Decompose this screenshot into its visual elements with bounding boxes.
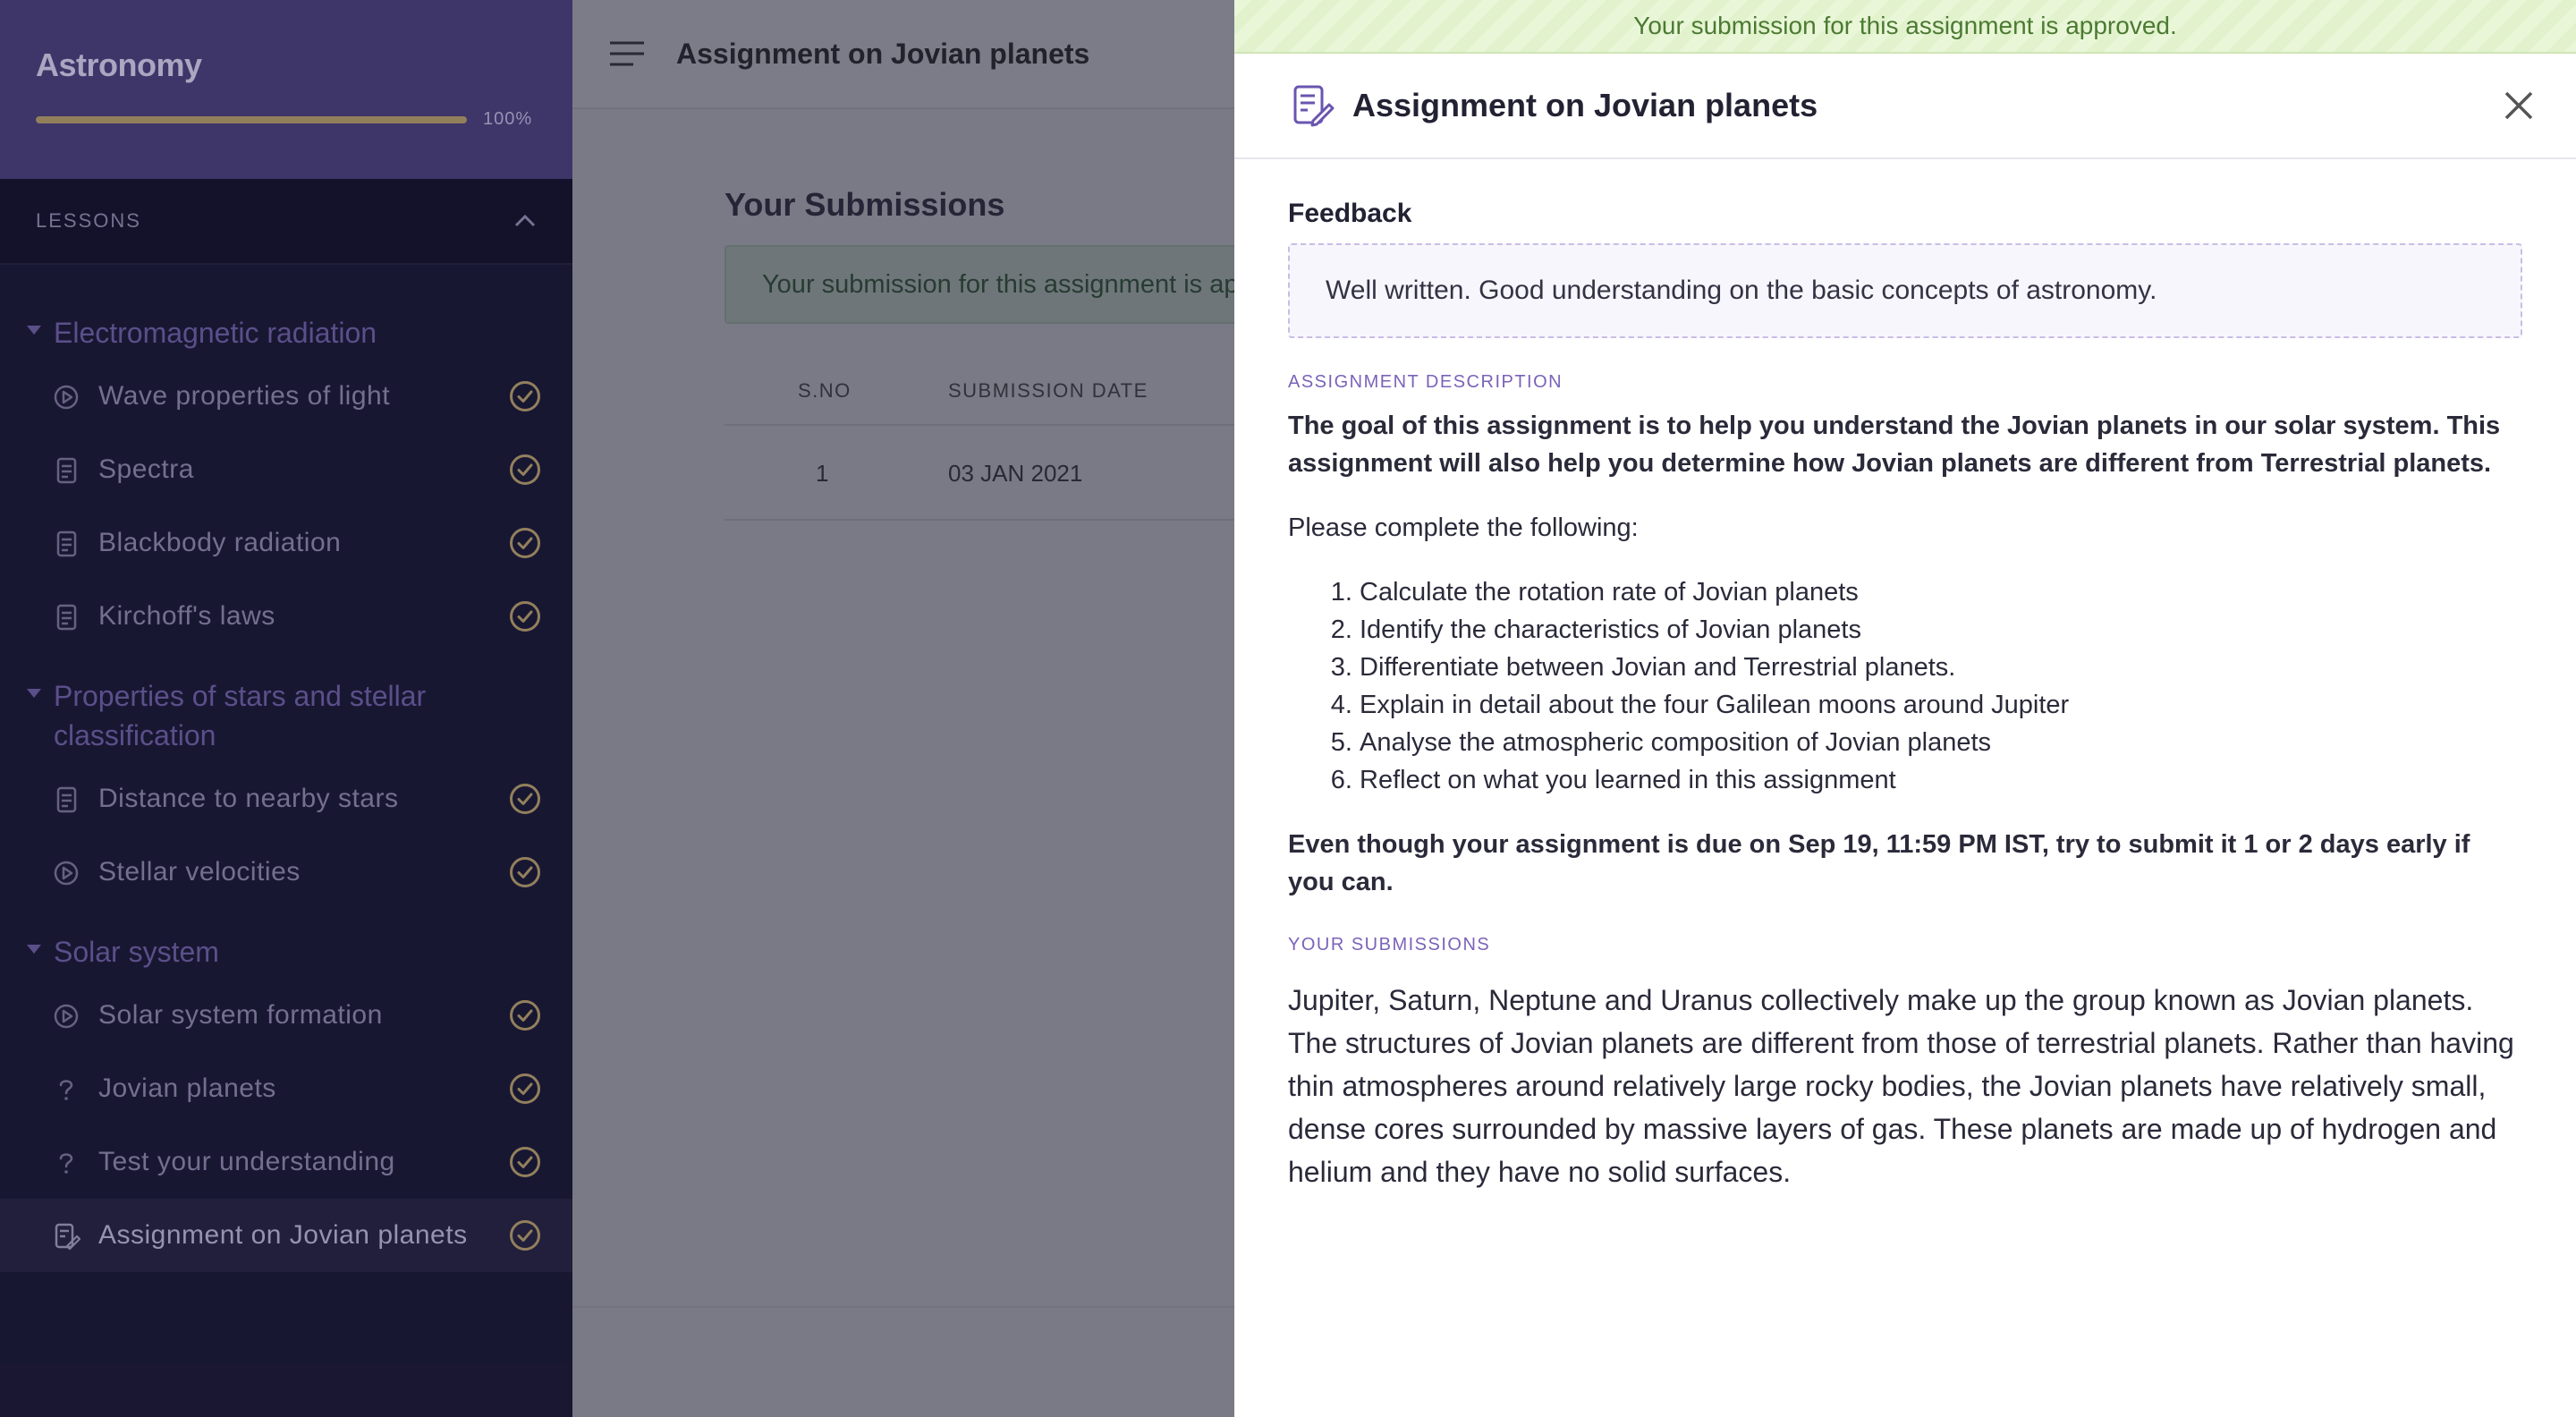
- sidebar-lesson-item[interactable]: [0, 1199, 572, 1272]
- sidebar-lesson-item[interactable]: [0, 836, 572, 909]
- document-icon: [52, 530, 80, 558]
- document-icon: [52, 603, 80, 632]
- document-icon: [52, 785, 80, 814]
- section-header[interactable]: [0, 909, 572, 979]
- lesson-label: Jovian planets: [98, 1073, 276, 1103]
- lesson-label: Distance to nearby stars: [98, 784, 399, 813]
- caret-down-icon: [27, 689, 41, 698]
- assignment-task-item: 1. Calculate the rotation rate of Jovian planets: [1360, 573, 2522, 611]
- question-icon: [52, 1149, 80, 1177]
- section-title: Electromagnetic radiation: [54, 317, 377, 349]
- sidebar-lesson-item[interactable]: [0, 979, 572, 1052]
- course-title: Astronomy: [36, 47, 202, 83]
- sidebar-lesson-item[interactable]: [0, 1052, 572, 1125]
- course-progress-label: 100%: [483, 109, 533, 129]
- play-circle-icon: [52, 859, 80, 887]
- check-circle-icon: [508, 855, 542, 889]
- check-circle-icon: [508, 379, 542, 413]
- check-circle-icon: [508, 599, 542, 633]
- assignment-task-item: 5. Analyse the atmospheric composition of Jovian planets: [1360, 724, 2522, 761]
- assignment-icon: [52, 1222, 80, 1251]
- assignment-drawer: [1234, 0, 2576, 1417]
- assignment-description-lead: The goal of this assignment is to help you understand the Jovian planets in our solar system. This assignment will also help you determine how Jovian planets are different from Terrestrial planets.: [1288, 412, 2501, 478]
- sidebar-lesson-item[interactable]: [0, 433, 572, 506]
- sidebar-lesson-item[interactable]: [0, 506, 572, 580]
- question-icon: [52, 1075, 80, 1104]
- feedback-box: Well written. Good understanding on the basic concepts of astronomy.: [1288, 243, 2522, 338]
- approval-banner: Your submission for this assignment is approved.: [1234, 0, 2576, 54]
- sidebar: [0, 0, 572, 1417]
- document-icon: [52, 456, 80, 485]
- caret-down-icon: [27, 326, 41, 335]
- check-circle-icon: [508, 782, 542, 816]
- sidebar-lesson-item[interactable]: [0, 762, 572, 836]
- feedback-label: Feedback: [1288, 199, 1412, 228]
- check-circle-icon: [508, 453, 542, 487]
- section-title: Properties of stars and stellar classification: [54, 680, 427, 751]
- check-circle-icon: [508, 1145, 542, 1179]
- caret-down-icon: [27, 945, 41, 954]
- lessons-label: LESSONS: [36, 209, 141, 232]
- sidebar-lesson-item[interactable]: [0, 580, 572, 653]
- assignment-description-caption: ASSIGNMENT DESCRIPTION: [1288, 372, 1563, 392]
- lesson-label: Wave properties of light: [98, 381, 391, 411]
- play-circle-icon: [52, 383, 80, 412]
- close-icon[interactable]: [2501, 88, 2537, 123]
- your-submissions-caption: YOUR SUBMISSIONS: [1288, 935, 1491, 955]
- lesson-label: Assignment on Jovian planets: [98, 1220, 468, 1250]
- assignment-task-item: 2. Identify the characteristics of Jovian planets: [1360, 611, 2522, 649]
- assignment-description-prompt: Please complete the following:: [1288, 513, 1639, 542]
- lessons-header[interactable]: [0, 179, 572, 265]
- section-header[interactable]: [0, 653, 572, 762]
- check-circle-icon: [508, 526, 542, 560]
- assignment-icon: [1290, 83, 1335, 128]
- lesson-label: Solar system formation: [98, 1000, 383, 1030]
- assignment-task-list: [1288, 573, 2522, 799]
- drawer-title: Assignment on Jovian planets: [1352, 87, 1818, 123]
- course-header: [0, 0, 572, 179]
- lesson-list: [0, 265, 572, 1272]
- lesson-label: Test your understanding: [98, 1147, 395, 1176]
- check-circle-icon: [508, 1072, 542, 1106]
- assignment-task-item: 3. Differentiate between Jovian and Terrestrial planets.: [1360, 649, 2522, 686]
- section-header[interactable]: [0, 290, 572, 360]
- lesson-label: Spectra: [98, 454, 194, 484]
- lesson-label: Stellar velocities: [98, 857, 301, 887]
- assignment-task-item: 6. Reflect on what you learned in this assignment: [1360, 761, 2522, 799]
- drawer-header: [1234, 54, 2576, 159]
- sidebar-lesson-item[interactable]: [0, 360, 572, 433]
- chevron-up-icon[interactable]: [512, 208, 538, 234]
- drawer-body: [1234, 159, 2576, 1193]
- check-circle-icon: [508, 1218, 542, 1252]
- check-circle-icon: [508, 998, 542, 1032]
- submission-text: Jupiter, Saturn, Neptune and Uranus collectively make up the group known as Jovian planets. The structures of Jovian planets are different from those of terrestrial planets. Rather than having thin atmospheres around relatively large rocky bodies, the Jovian planets have relatively small, dense cores surrounded by massive layers of gas. These planets are made up of hydrogen and helium and they have no solid surfaces.: [1288, 984, 2514, 1188]
- course-progress-bar: [36, 116, 467, 123]
- section-title: Solar system: [54, 936, 219, 968]
- course-progress-fill: [36, 116, 467, 123]
- assignment-due-note: Even though your assignment is due on Sep 19, 11:59 PM IST, try to submit it 1 or 2 days early if you can.: [1288, 830, 2470, 896]
- lesson-label: Blackbody radiation: [98, 528, 342, 557]
- assignment-task-item: 4. Explain in detail about the four Galilean moons around Jupiter: [1360, 686, 2522, 724]
- sidebar-lesson-item[interactable]: [0, 1125, 572, 1199]
- lesson-label: Kirchoff's laws: [98, 601, 275, 631]
- play-circle-icon: [52, 1002, 80, 1031]
